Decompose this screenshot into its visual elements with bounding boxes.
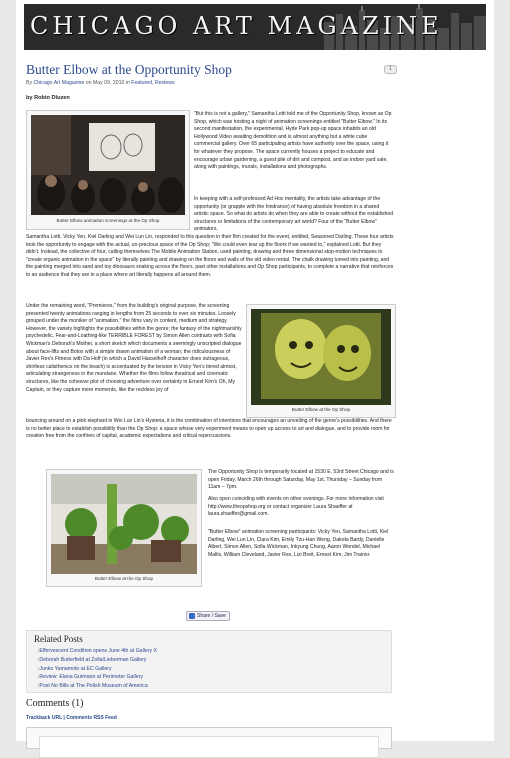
paragraph-ad-hoc: In keeping with a self-professed Ad Hoc mentality, the artists take advantage of the opportunity (or grapple with the hindrance) of having absolute freedom in a shared artistic space. So what do artists do when they are able to create without the established structures or limitations of the contemporary art world? Four of the "Butter Elbow" animators,: [194, 196, 394, 233]
comment-count-badge[interactable]: 1: [384, 65, 397, 74]
figure-caption: Butter Elbow at the Op Shop: [291, 407, 351, 412]
paragraph-possibilities: bouncing around on a pink elephant in Wei Lun Lin's Hysteria, it is the combination of intentions that encourages an unveiling of the genre's possibilities. And there is no better place to establish possibility than the Op Shop: a space whose very experiment means to open up access to art and dialogue, and to provide room for creation free from the confines of capital, academic expectations and critical repercussions.: [26, 418, 392, 440]
op-shop-photo-2-art: [251, 309, 391, 405]
figure-caption: Butter Elbow at the Op Shop: [94, 576, 154, 581]
op-shop-photo-3-art: [51, 474, 197, 574]
byline: by Robin Dluzen: [26, 95, 70, 101]
photo-screening[interactable]: [31, 115, 185, 215]
paragraph-premieres: Under the remaining word, "Premieres," from the building's original purpose, the screening presented twenty animations ranging in lengths from 25 seconds to over six minutes. Loosely grouped under the moniker of "animation," the films vary in content, medium and strategy. However, the variety highlights the possibilities within the genre; the fantasy of the nightmarishly psychedelic, Fear-and-Loathing-like TERRIBLE FOREST by Simon Allen contrasts with Sofia Wickman's Deborah's Mother, a short sketch which documents a seemingly unscripted dialogue about face-lifts and Botox with a simple drawn animation of a woman; the ridiculousness of Javier Rex's Fitness with Da Hoff (in which a David Hasselhoff character does outrageous, shirtless calisthenics on the beach) is accentuated by the tension in Vicky Yen's tiered almost, articulating strangeness in the mundane. Whether the films follow theatrical and cinematic structures, like the cohesive plot of choosing adventure over certainty in Ernest Kim's Oh, My Captain, or they capture mere moments, like the reckless joy of: [26, 303, 242, 393]
figure-caption: Butter Elbow animation screenings at the Op Shop: [56, 218, 160, 223]
related-posts: [26, 630, 392, 693]
page: [16, 0, 494, 741]
related-posts-heading: Related Posts: [34, 634, 83, 644]
photo-op-shop-3[interactable]: [51, 474, 197, 574]
related-post-link[interactable]: □ Post No Bills at The Polish Museum of America: [37, 682, 157, 691]
related-post-link[interactable]: □ Review: Elana Gutmann at Perimeter Gallery: [37, 673, 157, 682]
meta-prefix: By: [26, 80, 33, 86]
meta-author-link[interactable]: Chicago Art Magazine: [33, 80, 85, 86]
share-save-button[interactable]: Share / Save: [186, 611, 230, 621]
figure-op-shop-3: [46, 469, 202, 587]
figure-op-shop-2: [246, 304, 396, 418]
paragraph-intro: "But this is not a gallery," Samantha Lotti told me of the Opportunity Shop, known as Op Shop, which was hosting a night of animation screenings entitled "Butter Elbow." In its second manifestation, the experimental, Hyde Park pop-up space inhabits an old Hollywood Video awaiting demolition and is almost anything but a white cube commercial gallery. Over 65 participating artists have authority over the space, using it for whatever they propose. The space currently houses a project to educate and encourage urban gardening, a guest pile of dirt and compost, and an indoor yard sale, along with paintings, murals, installations and photographs.: [194, 111, 392, 171]
post-meta: By Chicago Art Magazine on May 09, 2010 in Featured, Reviews: [26, 80, 175, 86]
comment-box[interactable]: [26, 727, 392, 749]
site-title[interactable]: CHICAGO ART MAGAZINE: [30, 12, 443, 40]
post-title[interactable]: Butter Elbow at the Opportunity Shop: [26, 62, 232, 77]
photo-op-shop-2[interactable]: [251, 309, 391, 405]
meta-category-featured[interactable]: Featured: [131, 80, 153, 86]
comments-heading: Comments (1): [26, 698, 84, 709]
related-post-link[interactable]: □ Effervescent Condition opens June 4th at Gallery X: [37, 647, 157, 656]
meta-category-reviews[interactable]: Reviews: [154, 80, 175, 86]
related-post-link[interactable]: □ Junko Yamamoto at EC Gallery: [37, 665, 157, 674]
trackback-rss-links[interactable]: Trackback URL | Comments RSS Feed: [26, 715, 117, 721]
paragraph-location: The Opportunity Shop is temporarily located at 1530 E. 53rd Street Chicago and is open Friday, March 26th through Saturday, May 1st, Thursday – Sunday from 11am – 7pm.: [208, 469, 394, 491]
figure-screening: [26, 110, 190, 230]
screening-photo-art: [31, 115, 185, 215]
meta-date: on May 09, 2010 in: [85, 80, 130, 86]
related-posts-list: [37, 647, 157, 691]
site-banner[interactable]: [24, 4, 486, 50]
paragraph-seasoned-darling: Samantha Lotti, Vicky Yen, Kiel Darling and Wei Lun Lin, responded to this question in their film created for the event, entitled, Seasoned Darling. These four artists took the opportunity to engage with the actual, un-precious space of the Op Shop; "We could even tear up the floors if we wanted to," explained Lotti. But they didn't. Instead, the collective of four, calling themselves The Mobile Animation Station, used painting, drawing and three dimensional stop-motion techniques to "create organic animation in the space" by literally painting and drawing on the floors and walls of the old video rental. The chalk drawing turned into painting, and the painting merged into sand and toy dinosaurs snaking across the floors, past other installations and Op Shop participants, to complete a narrative that reinforces to an audience that they are in a place where art literally happens all around them.: [26, 234, 394, 278]
paragraph-more-info: Also open coinciding with events on other evenings. For more information visit http://www.theopshop.org or contact organizer Laura Shaeffer at laura.shaeffer@gmail.com.: [208, 496, 384, 518]
related-post-link[interactable]: □ Deborah Butterfield at Zolla/Lieberman Gallery: [37, 656, 157, 665]
paragraph-participants: "Butter Elbow" animation screening participants: Vicky Yen, Samantha Lotti, Kiel Darling, Wei Lun Lin, Clara Kim, Emily Tzu-Han Weng, Dakota Bardy, Danielle Albert, Simon Allen, Sofia Wickman, Inkyung Chung, Aaron Wendel, Michael Mallis, William Cleveland, Javier Rex, Lizi Breit, Ernest Kim, Jim Trainor.: [208, 529, 389, 558]
